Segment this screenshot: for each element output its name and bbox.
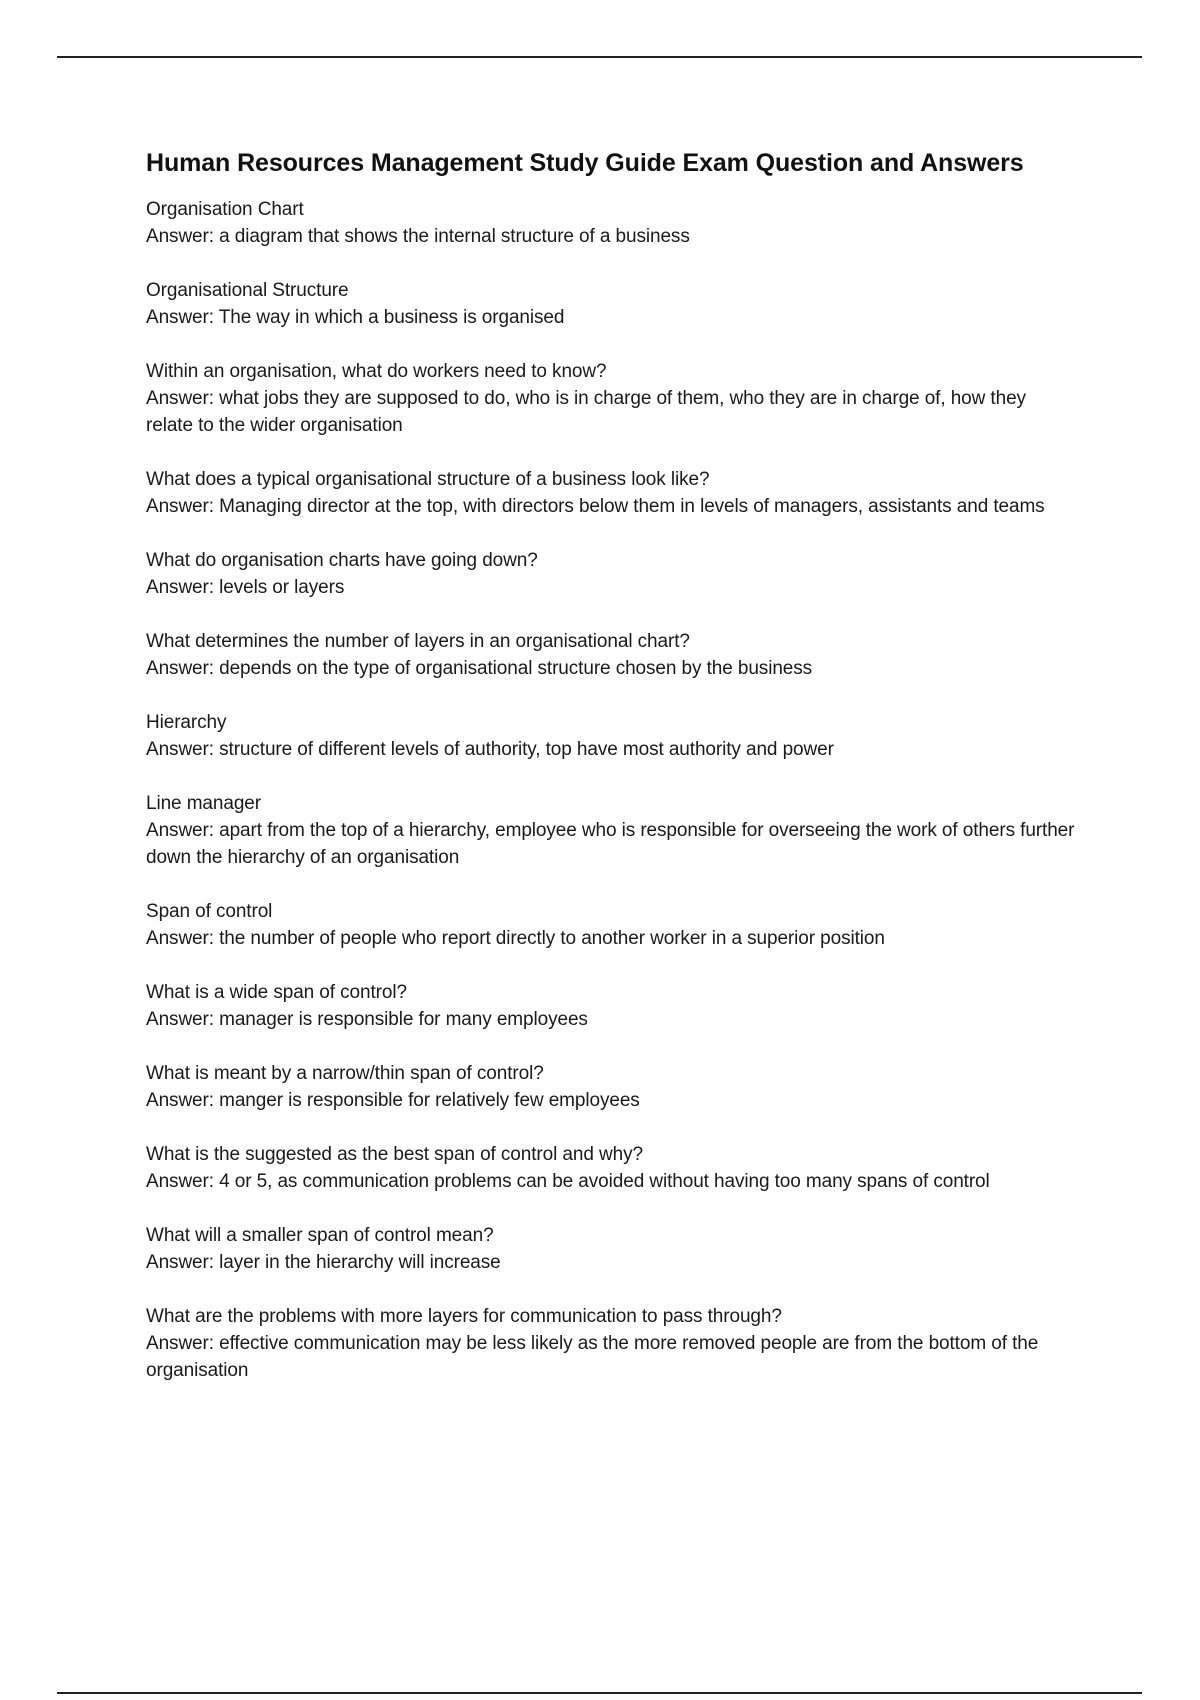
qa-item <box>146 358 1076 439</box>
answer-text: Answer: layer in the hierarchy will increase <box>146 1252 501 1273</box>
answer-text: Answer: apart from the top of a hierarchy, employee who is responsible for overseeing the work of others further down the hierarchy of an organisation <box>146 820 1075 868</box>
answer-text: Answer: levels or layers <box>146 577 345 598</box>
answer-text: Answer: depends on the type of organisational structure chosen by the business <box>146 658 813 679</box>
question-text: What is meant by a narrow/thin span of control? <box>146 1063 544 1084</box>
question-text: Organisational Structure <box>146 280 349 301</box>
question-text: Span of control <box>146 901 273 922</box>
qa-item <box>146 1060 1076 1114</box>
question-text: What do organisation charts have going down? <box>146 550 538 571</box>
bottom-divider <box>57 1692 1142 1694</box>
answer-text: Answer: manger is responsible for relatively few employees <box>146 1090 640 1111</box>
qa-item <box>146 466 1076 520</box>
question-text: Line manager <box>146 793 261 814</box>
answer-text: Answer: the number of people who report directly to another worker in a superior position <box>146 928 885 949</box>
question-text: Within an organisation, what do workers need to know? <box>146 361 607 382</box>
answer-text: Answer: structure of different levels of authority, top have most authority and power <box>146 739 834 760</box>
question-text: What will a smaller span of control mean? <box>146 1225 494 1246</box>
answer-text: Answer: effective communication may be less likely as the more removed people are from the bottom of the organisation <box>146 1333 1039 1381</box>
question-text: What does a typical organisational structure of a business look like? <box>146 469 710 490</box>
qa-item <box>146 1222 1076 1276</box>
question-text: What determines the number of layers in an organisational chart? <box>146 631 690 652</box>
qa-item <box>146 277 1076 331</box>
question-text: What is a wide span of control? <box>146 982 407 1003</box>
qa-item <box>146 1303 1076 1384</box>
question-text: Hierarchy <box>146 712 227 733</box>
question-text: Organisation Chart <box>146 199 304 220</box>
qa-item <box>146 196 1076 250</box>
question-text: What are the problems with more layers for communication to pass through? <box>146 1306 782 1327</box>
top-divider <box>57 56 1142 58</box>
qa-item <box>146 628 1076 682</box>
qa-item <box>146 898 1076 952</box>
qa-item <box>146 1141 1076 1195</box>
answer-text: Answer: what jobs they are supposed to do, who is in charge of them, who they are in charge of, how they relate to the wider organisation <box>146 388 1026 436</box>
document-title: Human Resources Management Study Guide Exam Question and Answers <box>146 149 1024 177</box>
qa-item <box>146 709 1076 763</box>
answer-text: Answer: The way in which a business is organised <box>146 307 565 328</box>
answer-text: Answer: a diagram that shows the internal structure of a business <box>146 226 690 247</box>
answer-text: Answer: 4 or 5, as communication problems can be avoided without having too many spans of control <box>146 1171 990 1192</box>
answer-text: Answer: Managing director at the top, with directors below them in levels of managers, assistants and teams <box>146 496 1045 517</box>
qa-list <box>146 196 1076 1384</box>
answer-text: Answer: manager is responsible for many employees <box>146 1009 588 1030</box>
qa-item <box>146 547 1076 601</box>
qa-item <box>146 790 1076 871</box>
question-text: What is the suggested as the best span of control and why? <box>146 1144 643 1165</box>
document-body <box>146 146 1076 1411</box>
qa-item <box>146 979 1076 1033</box>
